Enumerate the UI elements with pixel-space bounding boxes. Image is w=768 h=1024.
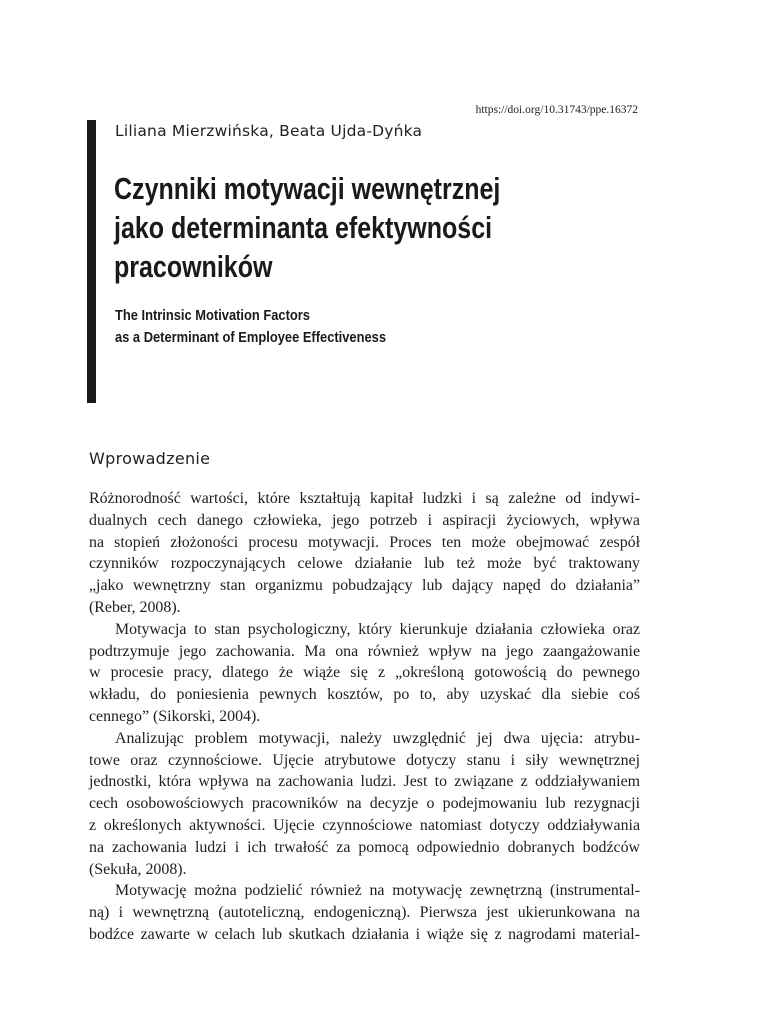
body-line: Motywację można podzielić również na motywację zewnętrzną (instrumental-	[115, 882, 640, 900]
title-line: jako determinanta efektywności	[114, 211, 493, 245]
body-line: (Sekuła, 2008).	[89, 860, 187, 878]
body-line: z określonych aktywności. Ujęcie czynnościowe natomiast dotyczy oddziaływania	[89, 816, 640, 834]
body-line: podtrzymuje jego zachowania. Ma ona również wpływ na jego zaangażowanie	[89, 642, 640, 660]
body-line: Analizując problem motywacji, należy uwzględnić jej dwa ujęcia: atrybu-	[115, 729, 640, 747]
body-line: na zachowania ludzi i ich trwałość za pomocą odpowiednio dobranych bodźców	[89, 838, 640, 856]
body-line: wkładu, do poniesienia pewnych kosztów, po to, aby uzyskać dla siebie coś	[89, 686, 640, 704]
body-line: czynników rozpoczynających celowe działanie lub też może być traktowany	[89, 555, 640, 573]
body-line: dualnych cech danego człowieka, jego potrzeb i aspiracji życiowych, wpływa	[89, 511, 640, 529]
body-line: na stopień złożoności procesu motywacji. Proces ten może obejmować zespół	[89, 533, 640, 551]
body-line: Motywacja to stan psychologiczny, który kierunkuje działania człowieka oraz	[115, 620, 640, 638]
body-line: bodźce zawarte w celach lub skutkach działania i wiąże się z nagrodami material-	[89, 925, 640, 943]
body-line: cennego” (Sikorski, 2004).	[89, 707, 261, 725]
body-text	[89, 488, 640, 946]
authors: Liliana Mierzwińska, Beata Ujda-Dyńka	[115, 122, 423, 140]
body-line: cech osobowościowych pracowników na decyzje o podejmowaniu lub rezygnacji	[89, 795, 640, 813]
body-line: towe oraz czynnościowe. Ujęcie atrybutowe dotyczy stanu i siły wewnętrznej	[89, 751, 640, 769]
body-line: Różnorodność wartości, które kształtują kapitał ludzki i są zależne od indywi-	[89, 490, 640, 507]
body-line: jednostki, która wpływa na zachowania ludzi. Jest to związane z oddziaływaniem	[89, 773, 640, 791]
title-accent-bar	[87, 120, 96, 403]
body-line: (Reber, 2008).	[89, 598, 181, 616]
subtitle-line: The Intrinsic Motivation Factors	[115, 307, 310, 324]
title-line: pracowników	[114, 250, 273, 284]
subtitle-line: as a Determinant of Employee Effectiveness	[115, 329, 387, 346]
title-line: Czynniki motywacji wewnętrznej	[114, 172, 501, 206]
body-line: ną) i wewnętrzną (autoteliczną, endogeniczną). Pierwsza jest ukierunkowana na	[89, 904, 640, 922]
article-title	[114, 170, 500, 287]
body-line: „jako wewnętrzny stan organizmu pobudzający lub dający napęd do działania”	[89, 577, 640, 595]
english-subtitle	[115, 305, 386, 349]
doi-link[interactable]: https://doi.org/10.31743/ppe.16372	[475, 104, 638, 116]
section-heading: Wprowadzenie	[89, 449, 211, 468]
body-line: w procesie pracy, dlatego że wiąże się z „określoną gotowością do pewnego	[89, 664, 640, 682]
